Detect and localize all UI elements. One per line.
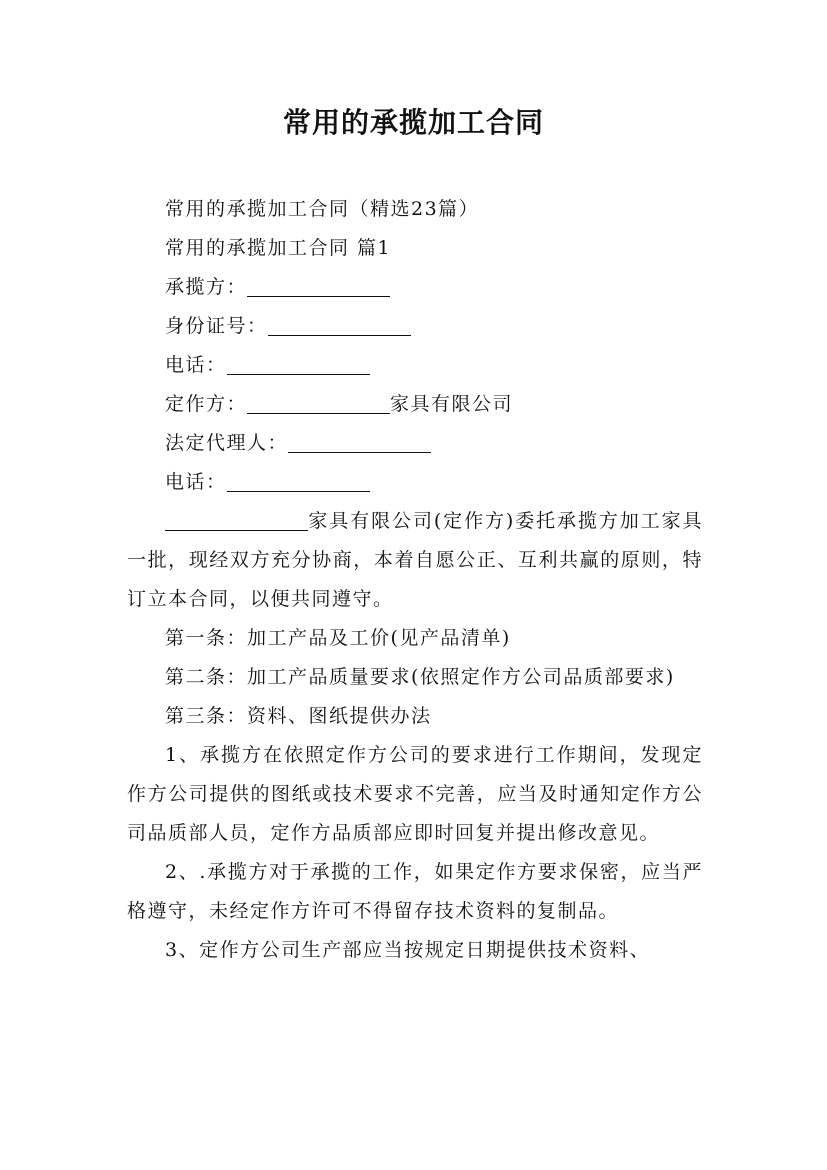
phone-label-1: 电话： — [165, 354, 227, 376]
article-1: 第一条：加工产品及工价(见产品清单) — [165, 627, 511, 649]
contractor-line — [127, 268, 703, 307]
id-number-blank — [268, 315, 411, 336]
company-blank — [165, 510, 308, 531]
document-subtitle: 常用的承揽加工合同（精选23篇） — [165, 198, 480, 220]
phone-line-2 — [127, 463, 703, 502]
intro-paragraph — [127, 502, 703, 619]
legal-rep-blank — [288, 432, 431, 453]
contractor-blank — [247, 276, 390, 297]
orderer-line — [127, 385, 703, 424]
orderer-suffix: 家具有限公司 — [390, 393, 514, 415]
document-body — [127, 190, 703, 970]
phone-blank-2 — [227, 471, 370, 492]
orderer-blank — [247, 393, 390, 414]
clause-2: 2、.承揽方对于承揽的工作，如果定作方要求保密，应当严格遵守，未经定作方许可不得留存技术资料的复制品。 — [127, 861, 703, 922]
id-number-line — [127, 307, 703, 346]
orderer-label: 定作方： — [165, 393, 248, 415]
legal-rep-line — [127, 424, 703, 463]
document-title: 常用的承揽加工合同 — [282, 106, 544, 139]
clause-3: 3、定作方公司生产部应当按规定日期提供技术资料、 — [165, 939, 651, 961]
id-number-label: 身份证号： — [165, 315, 268, 337]
intro-text: 家具有限公司(定作方)委托承揽方加工家具一批，现经双方充分协商，本着自愿公正、互利共赢的原则，特订立本合同，以便共同遵守。 — [127, 510, 703, 610]
clause-1: 1、承揽方在依照定作方公司的要求进行工作期间，发现定作方公司提供的图纸或技术要求不完善，应当及时通知定作方公司品质部人员，定作方品质部应即时回复并提出修改意见。 — [127, 744, 703, 844]
phone-line-1 — [127, 346, 703, 385]
phone-blank-1 — [227, 354, 370, 375]
article-2: 第二条：加工产品质量要求(依照定作方公司品质部要求) — [165, 666, 675, 688]
article-3: 第三条：资料、图纸提供办法 — [165, 705, 432, 727]
phone-label-2: 电话： — [165, 471, 227, 493]
contractor-label: 承揽方： — [165, 276, 248, 298]
section-heading: 常用的承揽加工合同 篇1 — [165, 237, 392, 259]
legal-rep-label: 法定代理人： — [165, 432, 289, 454]
